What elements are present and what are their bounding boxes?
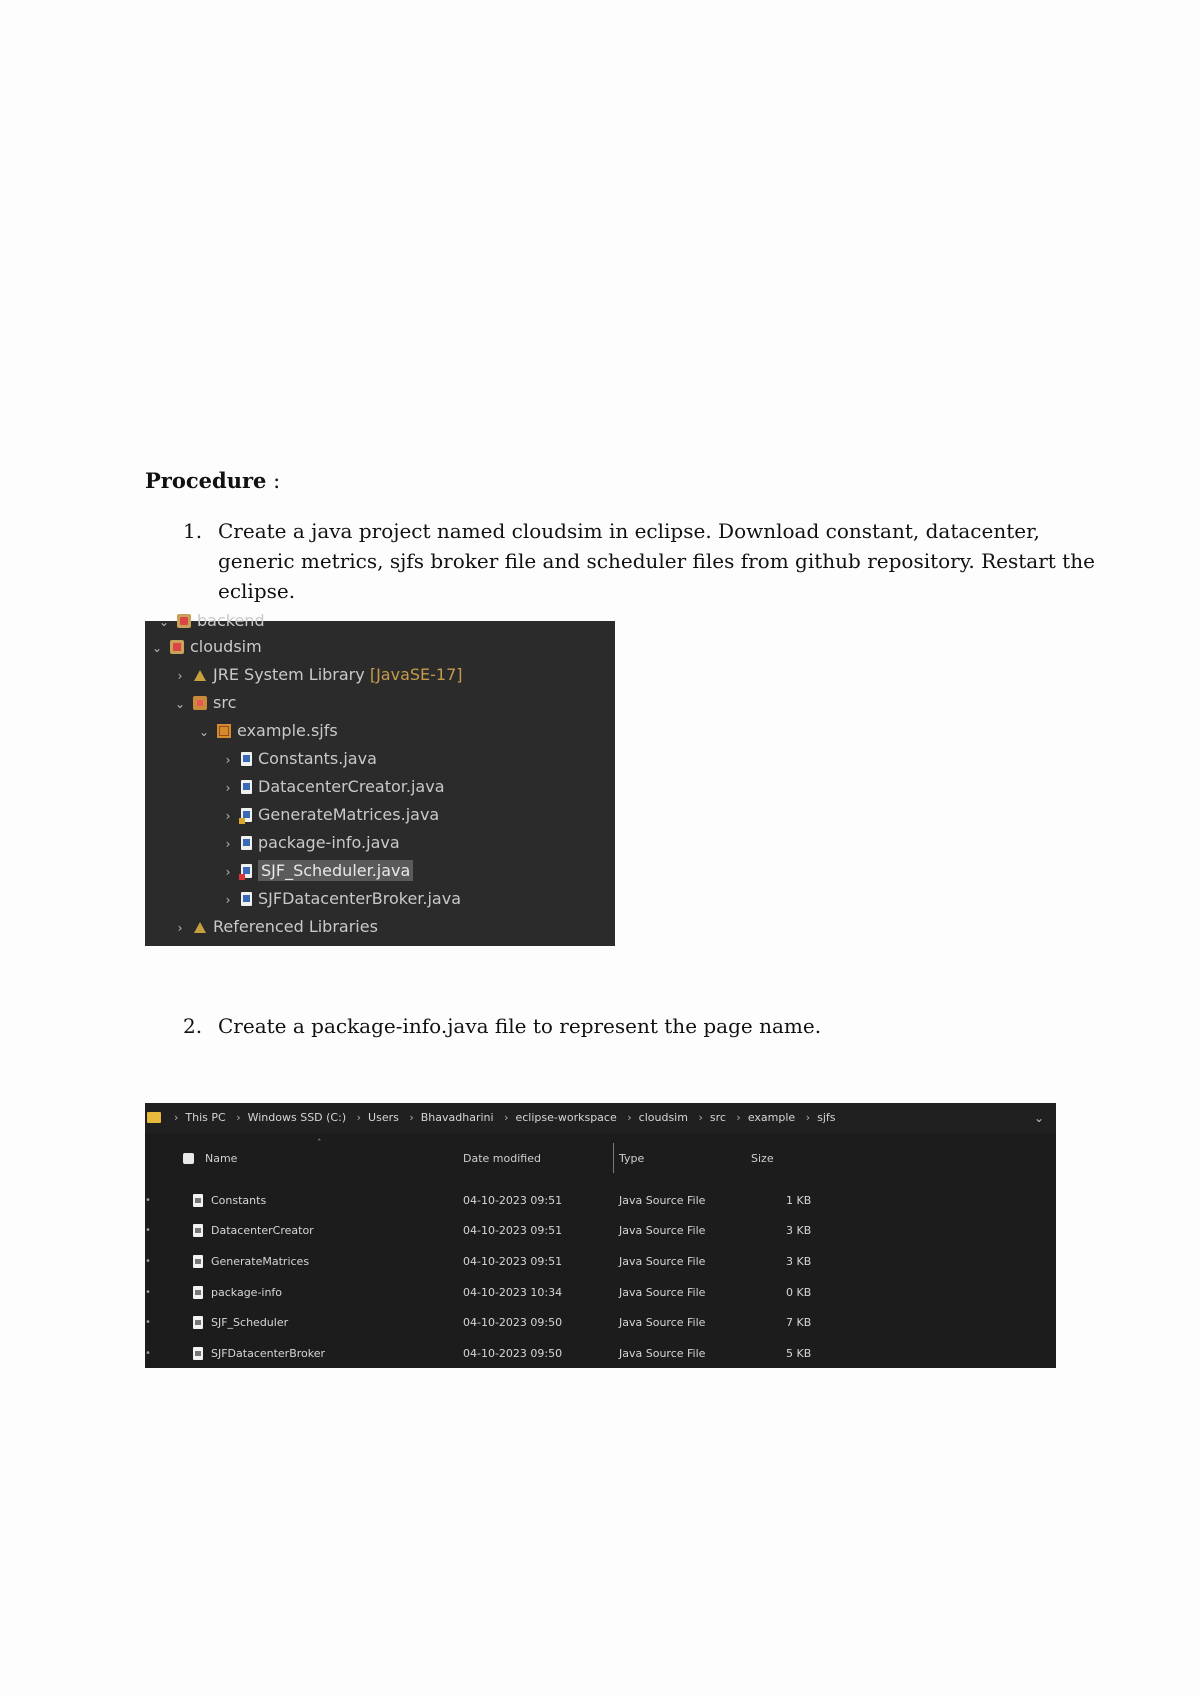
file-size: 5 KB	[786, 1347, 812, 1360]
file-name: SJF_Scheduler	[211, 1316, 289, 1329]
tree-item-backend	[157, 608, 265, 634]
file-size: 7 KB	[786, 1316, 812, 1329]
java-file-icon	[193, 1255, 203, 1268]
step-2-number: 2.	[183, 1014, 203, 1038]
library-icon	[193, 668, 207, 682]
file-row	[145, 1216, 1056, 1246]
file-date: 04-10-2023 09:50	[463, 1316, 563, 1329]
file-type: Java Source File	[619, 1286, 706, 1299]
file-size: 0 KB	[786, 1286, 812, 1299]
chevron-right-icon: ›	[225, 837, 231, 851]
breadcrumb-item: Windows SSD (C:)	[247, 1111, 347, 1124]
java-file-error-icon	[241, 864, 252, 878]
file-date: 04-10-2023 10:34	[463, 1286, 563, 1299]
chevron-right-icon: ›	[225, 865, 231, 879]
breadcrumb-item: sjfs	[817, 1111, 836, 1124]
column-header-name: Name	[205, 1152, 238, 1165]
column-divider	[613, 1143, 614, 1173]
tree-item-sjfdatacenterbroker-java	[221, 886, 461, 912]
tree-item-label: cloudsim	[190, 637, 262, 656]
chevron-down-icon: ⌄	[198, 725, 210, 739]
chevron-right-icon: ›	[627, 1111, 632, 1124]
breadcrumb-item: Bhavadharini	[420, 1111, 494, 1124]
tree-item-label: GenerateMatrices.java	[258, 805, 440, 824]
pin-icon: •	[145, 1256, 151, 1267]
tree-item-label: Constants.java	[258, 749, 377, 768]
tree-item-label: src	[213, 693, 237, 712]
java-file-icon	[241, 752, 252, 766]
file-size: 1 KB	[786, 1194, 812, 1207]
folder-icon	[147, 1112, 161, 1123]
procedure-heading-label: Procedure	[145, 468, 267, 493]
breadcrumb-item: example	[747, 1111, 796, 1124]
tree-item-example-sjfs	[197, 718, 338, 744]
jre-version-label: [JavaSE-17]	[369, 665, 463, 684]
chevron-right-icon: ›	[177, 921, 183, 935]
tree-item-label: backend	[197, 611, 265, 630]
chevron-right-icon: ›	[504, 1111, 509, 1124]
chevron-right-icon: ›	[698, 1111, 703, 1124]
file-type: Java Source File	[619, 1347, 706, 1360]
java-file-icon	[241, 892, 252, 906]
project-icon	[177, 614, 191, 628]
breadcrumb	[145, 1103, 1056, 1133]
source-folder-icon	[193, 696, 207, 710]
file-row	[145, 1186, 1056, 1216]
java-file-warning-icon	[241, 808, 252, 822]
breadcrumb-item: eclipse-workspace	[515, 1111, 617, 1124]
chevron-right-icon: ›	[177, 669, 183, 683]
file-row	[145, 1308, 1056, 1338]
sort-caret-icon: ˆ	[317, 1139, 322, 1149]
chevron-down-icon: ⌄	[174, 697, 186, 711]
file-date: 04-10-2023 09:51	[463, 1255, 563, 1268]
file-row	[145, 1339, 1056, 1369]
breadcrumb-item: This PC	[185, 1111, 226, 1124]
chevron-right-icon: ›	[225, 893, 231, 907]
chevron-right-icon: ›	[356, 1111, 362, 1124]
tree-item-label: SJFDatacenterBroker.java	[258, 889, 462, 908]
chevron-right-icon: ›	[736, 1111, 741, 1124]
file-type: Java Source File	[619, 1255, 706, 1268]
breadcrumb-list	[167, 1103, 835, 1133]
chevron-right-icon: ›	[174, 1111, 179, 1124]
breadcrumb-item: cloudsim	[638, 1111, 688, 1124]
file-name: GenerateMatrices	[211, 1255, 310, 1268]
file-row	[145, 1278, 1056, 1308]
tree-item-label: DatacenterCreator.java	[258, 777, 445, 796]
pin-icon: •	[145, 1225, 151, 1236]
column-header-size: Size	[751, 1152, 774, 1165]
tree-item-cloudsim	[150, 634, 262, 660]
package-icon	[217, 724, 231, 738]
chevron-right-icon: ›	[236, 1111, 241, 1124]
java-file-icon	[193, 1194, 203, 1207]
chevron-down-icon: ⌄	[158, 615, 170, 629]
pin-icon: •	[145, 1317, 151, 1328]
breadcrumb-item: Users	[368, 1111, 399, 1124]
pin-icon: •	[145, 1195, 151, 1206]
file-explorer-screenshot	[145, 1103, 1056, 1368]
file-size: 3 KB	[786, 1255, 812, 1268]
file-type: Java Source File	[619, 1316, 706, 1329]
select-all-checkbox	[183, 1153, 194, 1164]
chevron-down-icon: ⌄	[151, 641, 163, 655]
project-icon	[170, 640, 184, 654]
pin-icon: •	[145, 1287, 151, 1298]
eclipse-package-explorer-screenshot	[145, 611, 615, 946]
tree-item-package-info-java	[221, 830, 400, 856]
chevron-down-icon: ⌄	[1033, 1111, 1044, 1125]
column-header-date: Date modified	[463, 1152, 541, 1165]
tree-item-src	[173, 690, 236, 716]
tree-item-label: Referenced Libraries	[213, 917, 378, 936]
step-2-text: Create a package-info.java file to represent the page name.	[218, 1014, 822, 1038]
file-type: Java Source File	[619, 1224, 706, 1237]
chevron-right-icon: ›	[409, 1111, 414, 1124]
tree-item-label: JRE System Library	[213, 665, 365, 684]
chevron-right-icon: ›	[805, 1111, 811, 1124]
tree-item-generatematrices-java	[221, 802, 439, 828]
procedure-heading-suffix: :	[266, 469, 281, 493]
file-name: package-info	[211, 1286, 283, 1299]
tree-item-label-selected: SJF_Scheduler.java	[258, 860, 413, 881]
pin-icon: •	[145, 1348, 151, 1359]
tree-item-sjf-scheduler-java	[221, 858, 413, 884]
chevron-right-icon: ›	[225, 753, 231, 767]
tree-item-label: package-info.java	[258, 833, 400, 852]
breadcrumb-item: src	[709, 1111, 726, 1124]
file-name: SJFDatacenterBroker	[211, 1347, 326, 1360]
procedure-heading	[145, 468, 280, 493]
tree-item-datacentercreator-java	[221, 774, 445, 800]
file-name: DatacenterCreator	[211, 1224, 314, 1237]
tree-item-jre-system-library	[173, 662, 463, 688]
file-date: 04-10-2023 09:50	[463, 1347, 563, 1360]
tree-item-label: example.sjfs	[237, 721, 338, 740]
java-file-icon	[193, 1286, 203, 1299]
file-date: 04-10-2023 09:51	[463, 1194, 563, 1207]
step-1-number: 1.	[183, 519, 203, 543]
java-file-icon	[241, 836, 252, 850]
tree-item-constants-java	[221, 746, 377, 772]
file-date: 04-10-2023 09:51	[463, 1224, 563, 1237]
java-file-icon	[193, 1316, 203, 1329]
java-file-icon	[193, 1224, 203, 1237]
file-row	[145, 1247, 1056, 1277]
java-file-icon	[193, 1347, 203, 1360]
step-1-text: Create a java project named cloudsim in eclipse. Download constant, datacenter, generic metrics, sjfs broker file and scheduler files from github repository. Restart the eclipse.	[218, 519, 1095, 603]
chevron-right-icon: ›	[225, 809, 231, 823]
tree-item-referenced-libraries	[173, 914, 378, 940]
file-type: Java Source File	[619, 1194, 706, 1207]
file-name: Constants	[211, 1194, 267, 1207]
file-size: 3 KB	[786, 1224, 812, 1237]
chevron-right-icon: ›	[225, 781, 231, 795]
column-header-type: Type	[619, 1152, 645, 1165]
java-file-icon	[241, 780, 252, 794]
library-icon	[193, 920, 207, 934]
